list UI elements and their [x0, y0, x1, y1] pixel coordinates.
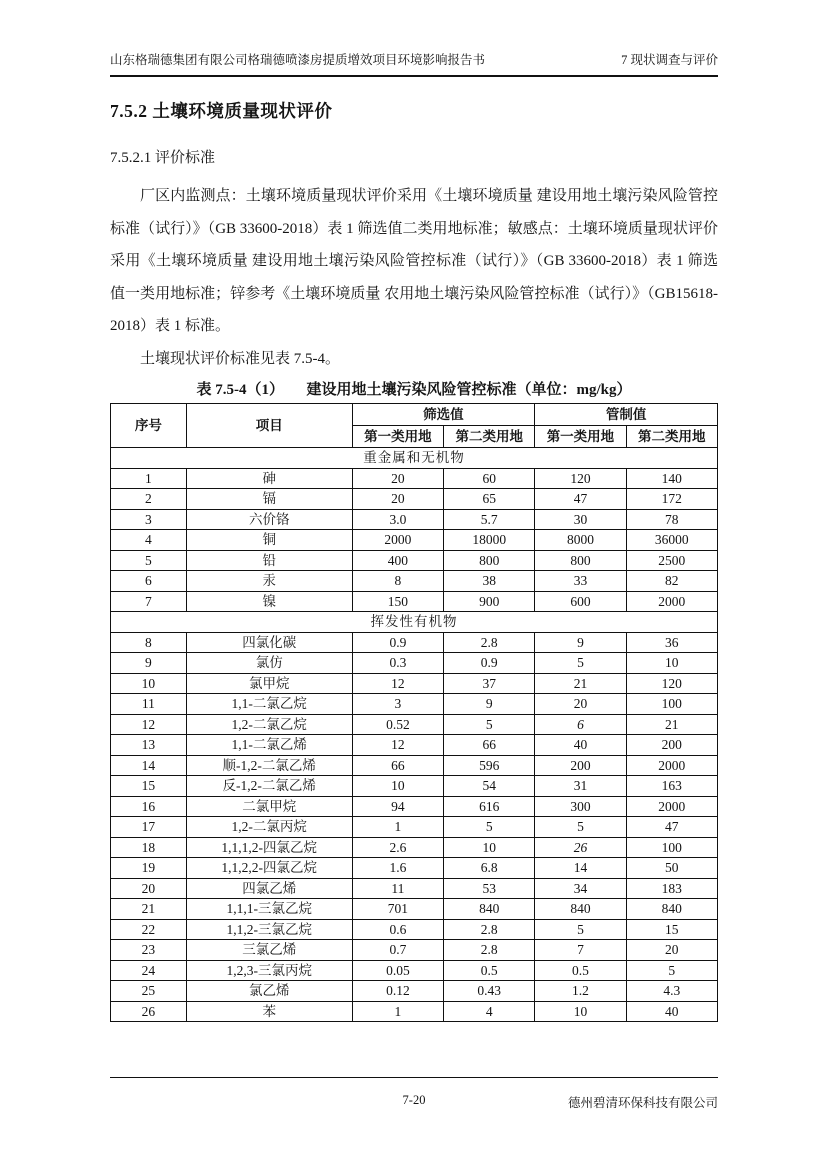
control-land2-value: 163 — [626, 776, 717, 797]
table-row — [111, 735, 718, 756]
item-name: 1,1,1-三氯乙烷 — [186, 899, 352, 920]
screening-land2-value: 0.5 — [444, 960, 535, 981]
screening-land1-value: 400 — [352, 550, 444, 571]
control-land2-value: 120 — [626, 673, 717, 694]
row-no: 22 — [111, 919, 187, 940]
table-row — [111, 530, 718, 551]
control-land2-value: 36 — [626, 632, 717, 653]
control-land1-value: 5 — [535, 817, 626, 838]
screening-land1-value: 10 — [352, 776, 444, 797]
control-land2-value: 82 — [626, 571, 717, 592]
control-land1-value: 8000 — [535, 530, 626, 551]
table-row — [111, 673, 718, 694]
screening-land2-value: 38 — [444, 571, 535, 592]
item-name: 1,2-二氯丙烷 — [186, 817, 352, 838]
table-row — [111, 940, 718, 961]
row-no: 21 — [111, 899, 187, 920]
running-header — [110, 50, 718, 77]
table-row — [111, 919, 718, 940]
control-land2-value: 2000 — [626, 796, 717, 817]
row-no: 8 — [111, 632, 187, 653]
control-land2-value: 78 — [626, 509, 717, 530]
screening-land2-value: 9 — [444, 694, 535, 715]
screening-land1-value: 94 — [352, 796, 444, 817]
control-land1-value: 20 — [535, 694, 626, 715]
control-land1-value: 31 — [535, 776, 626, 797]
footer-company-name: 德州碧清环保科技有限公司 — [567, 1096, 718, 1110]
screening-land1-value: 20 — [352, 468, 444, 489]
control-land1-value: 21 — [535, 673, 626, 694]
control-land2-value: 2000 — [626, 591, 717, 612]
control-land2-value: 2500 — [626, 550, 717, 571]
row-no: 16 — [111, 796, 187, 817]
row-no: 20 — [111, 878, 187, 899]
screening-land2-value: 596 — [444, 755, 535, 776]
header-control-land1: 第一类用地 — [535, 426, 626, 448]
row-no: 26 — [111, 1001, 187, 1022]
control-land2-value: 20 — [626, 940, 717, 961]
control-land2-value: 21 — [626, 714, 717, 735]
table-row — [111, 714, 718, 735]
header-col-item: 项目 — [186, 404, 352, 448]
header-chapter-title: 7 现状调查与评价 — [621, 53, 718, 67]
control-land1-value: 14 — [535, 858, 626, 879]
control-land1-value: 9 — [535, 632, 626, 653]
table-row — [111, 1001, 718, 1022]
control-land1-value: 40 — [535, 735, 626, 756]
item-name: 六价铬 — [186, 509, 352, 530]
screening-land1-value: 0.12 — [352, 981, 444, 1002]
table-row — [111, 694, 718, 715]
table-section-row — [111, 448, 718, 469]
item-name: 汞 — [186, 571, 352, 592]
screening-land1-value: 11 — [352, 878, 444, 899]
row-no: 2 — [111, 489, 187, 510]
control-land2-value: 2000 — [626, 755, 717, 776]
item-name: 铅 — [186, 550, 352, 571]
screening-land1-value: 1.6 — [352, 858, 444, 879]
table-row — [111, 755, 718, 776]
control-land2-value: 15 — [626, 919, 717, 940]
control-land1-value: 26 — [535, 837, 626, 858]
control-land1-value: 1.2 — [535, 981, 626, 1002]
page-footer — [110, 1077, 718, 1108]
control-land1-value: 800 — [535, 550, 626, 571]
screening-land1-value: 3 — [352, 694, 444, 715]
control-land1-value: 600 — [535, 591, 626, 612]
control-land2-value: 47 — [626, 817, 717, 838]
screening-land1-value: 150 — [352, 591, 444, 612]
table-section-label: 挥发性有机物 — [111, 612, 718, 633]
screening-land2-value: 18000 — [444, 530, 535, 551]
screening-land1-value: 0.9 — [352, 632, 444, 653]
table-row — [111, 899, 718, 920]
screening-land1-value: 20 — [352, 489, 444, 510]
control-land2-value: 100 — [626, 837, 717, 858]
control-land2-value: 100 — [626, 694, 717, 715]
header-screening-land1: 第一类用地 — [352, 426, 444, 448]
screening-land2-value: 60 — [444, 468, 535, 489]
row-no: 14 — [111, 755, 187, 776]
screening-land2-value: 840 — [444, 899, 535, 920]
row-no: 10 — [111, 673, 187, 694]
table-caption: 表 7.5-4（1） 建设用地土壤污染风险管控标准（单位：mg/kg） — [196, 382, 632, 398]
header-col-no: 序号 — [111, 404, 187, 448]
control-land2-value: 183 — [626, 878, 717, 899]
control-land1-value: 34 — [535, 878, 626, 899]
control-land2-value: 4.3 — [626, 981, 717, 1002]
table-row — [111, 878, 718, 899]
header-report-title: 山东格瑞德集团有限公司格瑞德喷漆房提质增效项目环境影响报告书 — [110, 53, 486, 67]
item-name: 1,1-二氯乙烯 — [186, 735, 352, 756]
screening-land2-value: 900 — [444, 591, 535, 612]
table-row — [111, 489, 718, 510]
screening-land2-value: 66 — [444, 735, 535, 756]
control-land1-value: 120 — [535, 468, 626, 489]
header-screening-land2: 第二类用地 — [444, 426, 535, 448]
control-land1-value: 5 — [535, 919, 626, 940]
screening-land1-value: 2.6 — [352, 837, 444, 858]
item-name: 四氯乙烯 — [186, 878, 352, 899]
control-land1-value: 200 — [535, 755, 626, 776]
control-land2-value: 840 — [626, 899, 717, 920]
item-name: 1,1-二氯乙烷 — [186, 694, 352, 715]
row-no: 7 — [111, 591, 187, 612]
screening-land1-value: 2000 — [352, 530, 444, 551]
row-no: 1 — [111, 468, 187, 489]
control-land2-value: 140 — [626, 468, 717, 489]
row-no: 5 — [111, 550, 187, 571]
screening-land1-value: 8 — [352, 571, 444, 592]
table-row — [111, 776, 718, 797]
screening-land1-value: 0.7 — [352, 940, 444, 961]
screening-land2-value: 2.8 — [444, 919, 535, 940]
screening-land2-value: 2.8 — [444, 940, 535, 961]
item-name: 四氯化碳 — [186, 632, 352, 653]
control-land1-value: 30 — [535, 509, 626, 530]
row-no: 12 — [111, 714, 187, 735]
screening-land2-value: 37 — [444, 673, 535, 694]
row-no: 9 — [111, 653, 187, 674]
control-land1-value: 10 — [535, 1001, 626, 1022]
control-land1-value: 47 — [535, 489, 626, 510]
control-land2-value: 40 — [626, 1001, 717, 1022]
table-row — [111, 468, 718, 489]
screening-land2-value: 616 — [444, 796, 535, 817]
item-name: 砷 — [186, 468, 352, 489]
subsection-heading: 7.5.2.1 评价标准 — [110, 150, 216, 166]
control-land1-value: 6 — [535, 714, 626, 735]
row-no: 23 — [111, 940, 187, 961]
table-row — [111, 837, 718, 858]
item-name: 苯 — [186, 1001, 352, 1022]
control-land1-value: 300 — [535, 796, 626, 817]
screening-land1-value: 66 — [352, 755, 444, 776]
table-row — [111, 591, 718, 612]
screening-land2-value: 10 — [444, 837, 535, 858]
screening-land2-value: 65 — [444, 489, 535, 510]
item-name: 1,1,2-三氯乙烷 — [186, 919, 352, 940]
row-no: 11 — [111, 694, 187, 715]
screening-land2-value: 54 — [444, 776, 535, 797]
screening-land1-value: 12 — [352, 673, 444, 694]
screening-land1-value: 12 — [352, 735, 444, 756]
page-content — [110, 50, 718, 1022]
screening-land1-value: 0.05 — [352, 960, 444, 981]
item-name: 二氯甲烷 — [186, 796, 352, 817]
header-group-screening: 筛选值 — [352, 404, 535, 426]
item-name: 顺-1,2-二氯乙烯 — [186, 755, 352, 776]
row-no: 18 — [111, 837, 187, 858]
item-name: 反-1,2-二氯乙烯 — [186, 776, 352, 797]
row-no: 13 — [111, 735, 187, 756]
table-body — [111, 448, 718, 1022]
item-name: 氯甲烷 — [186, 673, 352, 694]
screening-land2-value: 6.8 — [444, 858, 535, 879]
table-header — [111, 404, 718, 448]
table-row — [111, 632, 718, 653]
row-no: 19 — [111, 858, 187, 879]
screening-land2-value: 5 — [444, 714, 535, 735]
screening-land2-value: 0.43 — [444, 981, 535, 1002]
row-no: 25 — [111, 981, 187, 1002]
row-no: 17 — [111, 817, 187, 838]
table-row — [111, 653, 718, 674]
screening-land2-value: 2.8 — [444, 632, 535, 653]
table-row — [111, 960, 718, 981]
screening-land1-value: 3.0 — [352, 509, 444, 530]
header-control-land2: 第二类用地 — [626, 426, 717, 448]
screening-land1-value: 0.52 — [352, 714, 444, 735]
control-land2-value: 200 — [626, 735, 717, 756]
paragraph-evaluation-standard: 厂区内监测点：土壤环境质量现状评价采用《土壤环境质量 建设用地土壤污染风险管控标准（试行）》（GB 33600-2018）表 1 筛选值二类用地标准；敏感点：土壤环境质量现状评价采用《土壤环境质量 建设用地土壤污染风险管控标准（试行）》（GB 33600-2018）表 1 筛选值一类用地标准；锌参考《土壤环境质量 农用地土壤污染风险管控标准（试行）》（GB15618-2018）表 1 标准。 — [110, 188, 718, 334]
control-land1-value: 33 — [535, 571, 626, 592]
control-land2-value: 172 — [626, 489, 717, 510]
control-land1-value: 7 — [535, 940, 626, 961]
screening-land1-value: 0.3 — [352, 653, 444, 674]
table-row — [111, 571, 718, 592]
screening-land2-value: 0.9 — [444, 653, 535, 674]
table-row — [111, 796, 718, 817]
table-section-row — [111, 612, 718, 633]
screening-land2-value: 5.7 — [444, 509, 535, 530]
table-section-label: 重金属和无机物 — [111, 448, 718, 469]
row-no: 24 — [111, 960, 187, 981]
item-name: 镍 — [186, 591, 352, 612]
control-land2-value: 5 — [626, 960, 717, 981]
screening-land2-value: 4 — [444, 1001, 535, 1022]
control-land2-value: 10 — [626, 653, 717, 674]
item-name: 1,2,3-三氯丙烷 — [186, 960, 352, 981]
table-row — [111, 981, 718, 1002]
control-land1-value: 5 — [535, 653, 626, 674]
screening-land1-value: 0.6 — [352, 919, 444, 940]
screening-land2-value: 5 — [444, 817, 535, 838]
row-no: 3 — [111, 509, 187, 530]
row-no: 15 — [111, 776, 187, 797]
control-land2-value: 50 — [626, 858, 717, 879]
item-name: 氯乙烯 — [186, 981, 352, 1002]
header-group-control: 管制值 — [535, 404, 718, 426]
item-name: 氯仿 — [186, 653, 352, 674]
paragraph-table-reference: 土壤现状评价标准见表 7.5-4。 — [140, 350, 340, 367]
table-row — [111, 817, 718, 838]
table-row — [111, 858, 718, 879]
screening-land2-value: 800 — [444, 550, 535, 571]
item-name: 铜 — [186, 530, 352, 551]
screening-land1-value: 701 — [352, 899, 444, 920]
item-name: 1,1,2,2-四氯乙烷 — [186, 858, 352, 879]
item-name: 1,1,1,2-四氯乙烷 — [186, 837, 352, 858]
item-name: 镉 — [186, 489, 352, 510]
standards-table — [110, 403, 718, 1022]
item-name: 三氯乙烯 — [186, 940, 352, 961]
item-name: 1,2-二氯乙烷 — [186, 714, 352, 735]
control-land1-value: 840 — [535, 899, 626, 920]
table-row — [111, 550, 718, 571]
screening-land1-value: 1 — [352, 1001, 444, 1022]
row-no: 6 — [111, 571, 187, 592]
footer-page-number: 7-20 — [402, 1093, 426, 1107]
row-no: 4 — [111, 530, 187, 551]
section-heading: 7.5.2 土壤环境质量现状评价 — [110, 101, 333, 121]
control-land2-value: 36000 — [626, 530, 717, 551]
control-land1-value: 0.5 — [535, 960, 626, 981]
screening-land1-value: 1 — [352, 817, 444, 838]
table-row — [111, 509, 718, 530]
screening-land2-value: 53 — [444, 878, 535, 899]
